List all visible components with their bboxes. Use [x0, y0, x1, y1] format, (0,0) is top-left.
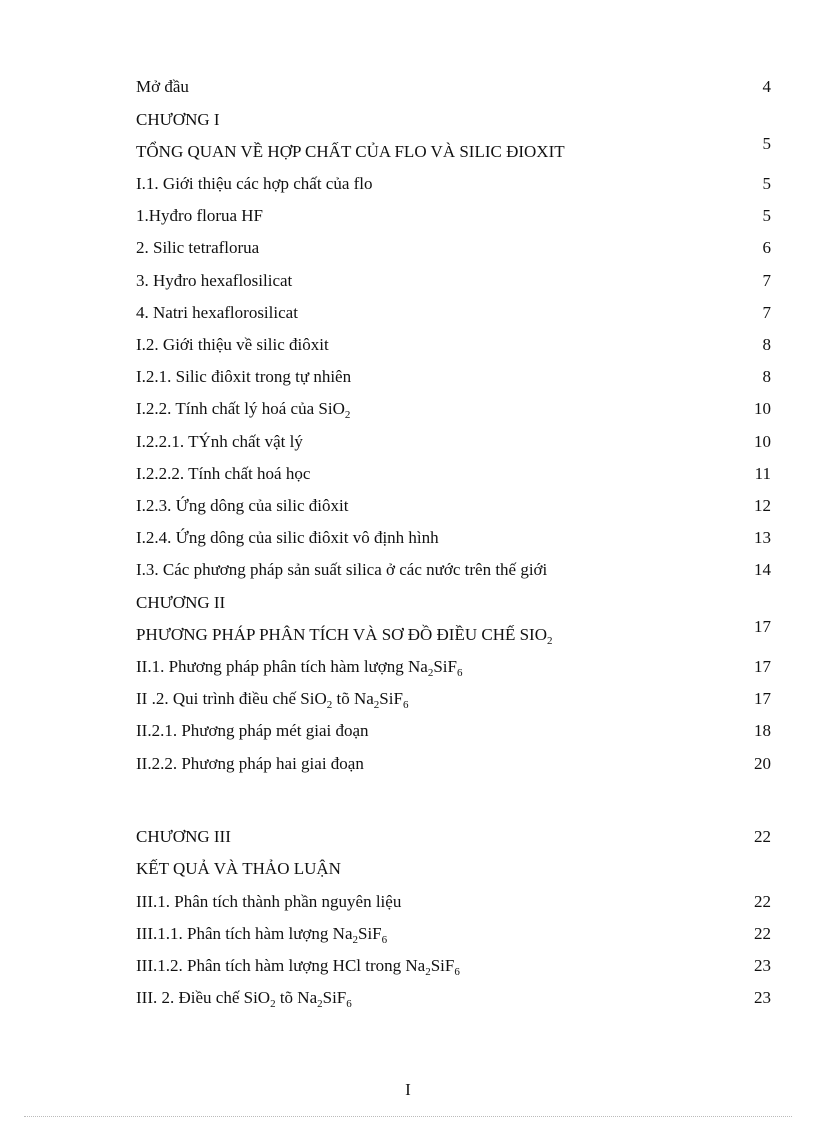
toc-row	[136, 655, 771, 679]
toc-row	[136, 204, 771, 228]
toc-row	[136, 430, 771, 454]
toc-page-number: 17	[754, 689, 771, 708]
toc-row	[136, 687, 771, 711]
toc-title: I.3. Các phương pháp sản suất silica ở các nước trên thế giới	[136, 560, 548, 579]
toc-title: I.2.1. Silic điôxit trong tự nhiên	[136, 367, 352, 386]
toc-page-number: 6	[762, 238, 771, 257]
toc-title: 3. Hyđro hexaflosilicat	[136, 271, 293, 290]
toc-title: 1.Hyđro florua HF	[136, 206, 264, 225]
toc-row	[136, 986, 771, 1010]
toc-row	[136, 922, 771, 946]
toc-row	[136, 617, 771, 647]
toc-row	[136, 269, 771, 293]
toc-page-number: 22	[754, 924, 771, 943]
toc-page-number: 12	[754, 496, 771, 515]
toc-title: III.1.1. Phân tích hàm lượng $Na_2SiF_6$	[136, 924, 388, 946]
toc-title: CHƯƠNG III	[136, 827, 231, 846]
toc-title: 2. Silic tetraflorua	[136, 238, 260, 257]
toc-title: I.2. Giới thiệu về silic điôxit	[136, 335, 329, 354]
toc-title: I.2.3. Ứng dông của silic điôxit	[136, 496, 349, 515]
toc-row	[136, 719, 771, 743]
toc-page-number: 23	[754, 988, 771, 1007]
toc-row	[136, 134, 771, 164]
toc-page-number: 8	[762, 367, 771, 386]
toc-page-number: 4	[762, 77, 771, 96]
toc-title: III. 2. Điều chế SiO$_2$ tõ $Na_2SiF_6$	[136, 988, 352, 1010]
toc-title: I.2.2.1. TÝnh chất vật lý	[136, 432, 303, 451]
toc-row	[136, 397, 771, 421]
toc-title: II.1. Phương pháp phân tích hàm lượng $Na_2SiF_6$	[136, 657, 463, 679]
page-bottom-divider	[24, 1116, 792, 1117]
toc-row	[136, 333, 771, 357]
toc-title: PHƯƠNG PHÁP PHÂN TÍCH VÀ SƠ ĐỒ ĐIỀU CHẾ $SIO_2$	[136, 625, 553, 647]
toc-row	[136, 558, 771, 582]
toc-title: III.1.2. Phân tích hàm lượng HCl trong $Na_2SiF_6$	[136, 956, 460, 978]
toc-row	[136, 236, 771, 260]
toc-page-number: 23	[754, 956, 771, 975]
toc-page-number: 17	[754, 617, 771, 636]
toc-title: CHƯƠNG I	[136, 110, 220, 129]
toc-title: CHƯƠNG II	[136, 593, 226, 612]
toc-title: TỔNG QUAN VỀ HỢP CHẤT CỦA FLO VÀ SILIC ĐIOXIT	[136, 142, 565, 161]
toc-row	[136, 591, 771, 615]
toc-title: III.1. Phân tích thành phần nguyên liệu	[136, 892, 402, 911]
toc-row	[136, 462, 771, 486]
toc-title: 4. Natri hexaflorosilicat	[136, 303, 298, 322]
toc-row	[136, 108, 771, 132]
toc-title: II.2.1. Phương pháp mét giai đoạn	[136, 721, 369, 740]
toc-page-number: 18	[754, 721, 771, 740]
toc-row	[136, 301, 771, 325]
toc-row	[136, 825, 771, 849]
toc-page-number: 7	[762, 271, 771, 290]
toc-title: I.2.4. Ứng dông của silic điôxit vô định hình	[136, 528, 439, 547]
toc-page-number: 5	[762, 174, 771, 193]
toc-title: I.2.2.2. Tính chất hoá học	[136, 464, 311, 483]
toc-page-number: 11	[754, 464, 771, 483]
toc-row	[136, 365, 771, 389]
toc-page-number: 8	[762, 335, 771, 354]
toc-row	[136, 752, 771, 776]
toc-row	[136, 526, 771, 550]
toc-page-number: 10	[754, 399, 771, 418]
toc-page-number: 13	[754, 528, 771, 547]
toc-row	[136, 857, 771, 881]
toc-title: Mở đầu	[136, 77, 189, 96]
toc-page-number: 22	[754, 827, 771, 846]
toc-title: KẾT QUẢ VÀ THẢO LUẬN	[136, 859, 341, 878]
page-footer-number: I	[405, 1080, 411, 1099]
toc-title: II.2.2. Phương pháp hai giai đoạn	[136, 754, 364, 773]
toc-title: I.2.2. Tính chất lý hoá của SiO$_2$	[136, 399, 351, 421]
toc-page-number: 5	[762, 206, 771, 225]
toc-row	[136, 75, 771, 99]
toc-page-number: 10	[754, 432, 771, 451]
toc-row	[136, 954, 771, 978]
toc-row	[136, 172, 771, 196]
toc-title: II .2. Qui trình điều chế SiO$_2$ tõ $Na_2SiF_6$	[136, 689, 409, 711]
toc-page-number: 22	[754, 892, 771, 911]
toc-row	[136, 890, 771, 914]
toc-page-number: 7	[762, 303, 771, 322]
toc-page-number: 14	[754, 560, 771, 579]
toc-row	[136, 494, 771, 518]
toc-page-number: 17	[754, 657, 771, 676]
toc-title: I.1. Giới thiệu các hợp chất của flo	[136, 174, 373, 193]
toc-page-number: 5	[762, 134, 771, 153]
toc-page-number: 20	[754, 754, 771, 773]
